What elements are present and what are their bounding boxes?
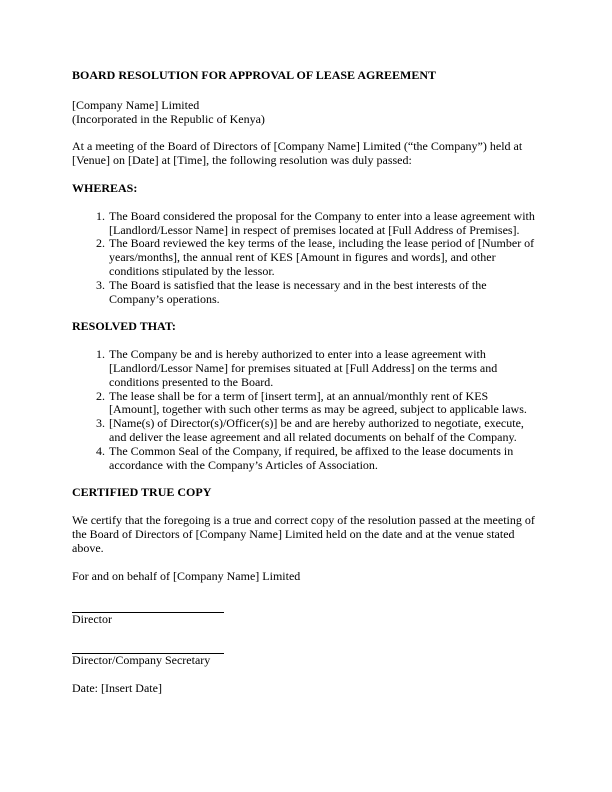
resolved-item: 1. The Company be and is hereby authorized to enter into a lease agreement with [Landlord/Lessor Name] for premises situated at [Full Address] on the terms and conditions presented to the Board. [108,348,540,389]
whereas-item: 3. The Board is satisfied that the lease is necessary and in the best interests of the Company’s operations. [108,279,540,307]
whereas-item: 2. The Board reviewed the key terms of the lease, including the lease period of [Number of years/months], the annual rent of KES [Amount in figures and words], and other conditions stipulated by the lessor. [108,237,540,278]
resolved-heading: RESOLVED THAT: [72,319,176,334]
whereas-list [72,210,540,307]
signature-block-director [72,600,540,627]
certified-true-copy-heading: CERTIFIED TRUE COPY [72,485,212,500]
director-signature-label: Director [72,612,112,627]
document-title: BOARD RESOLUTION FOR APPROVAL OF LEASE AGREEMENT [72,68,437,82]
whereas-item: 1. The Board considered the proposal for the Company to enter into a lease agreement with [Landlord/Lessor Name] in respect of premises located at [Full Address of Premises]. [108,210,540,238]
resolved-item: 4. The Common Seal of the Company, if required, be affixed to the lease documents in accordance with the Company’s Articles of Association. [108,445,540,473]
signature-block-secretary [72,641,540,668]
company-name: [Company Name] Limited [72,97,200,112]
whereas-heading: WHEREAS: [72,180,138,195]
resolved-list [72,348,540,472]
company-incorporation: (Incorporated in the Republic of Kenya) [72,111,265,126]
secretary-signature-label: Director/Company Secretary [72,653,211,668]
resolved-item: 3. [Name(s) of Director(s)/Officer(s)] be and are hereby authorized to negotiate, execute, and deliver the lease agreement and all related documents on behalf of the Company. [108,417,540,445]
resolved-item: 2. The lease shall be for a term of [insert term], at an annual/monthly rent of KES [Amount], together with such other terms as may be agreed, subject to applicable laws. [108,390,540,418]
company-block [72,99,540,127]
meeting-intro: At a meeting of the Board of Directors of [Company Name] Limited (“the Company”) held at [Venue] on [Date] at [Time], the following resolution was duly passed: [72,139,523,168]
on-behalf-line: For and on behalf of [Company Name] Limited [72,568,301,583]
certification-body: We certify that the foregoing is a true and correct copy of the resolution passed at the meeting of the Board of Directors of [Company Name] Limited held on the date and at the venue stated above. [72,513,535,555]
date-line: Date: [Insert Date] [72,680,162,695]
